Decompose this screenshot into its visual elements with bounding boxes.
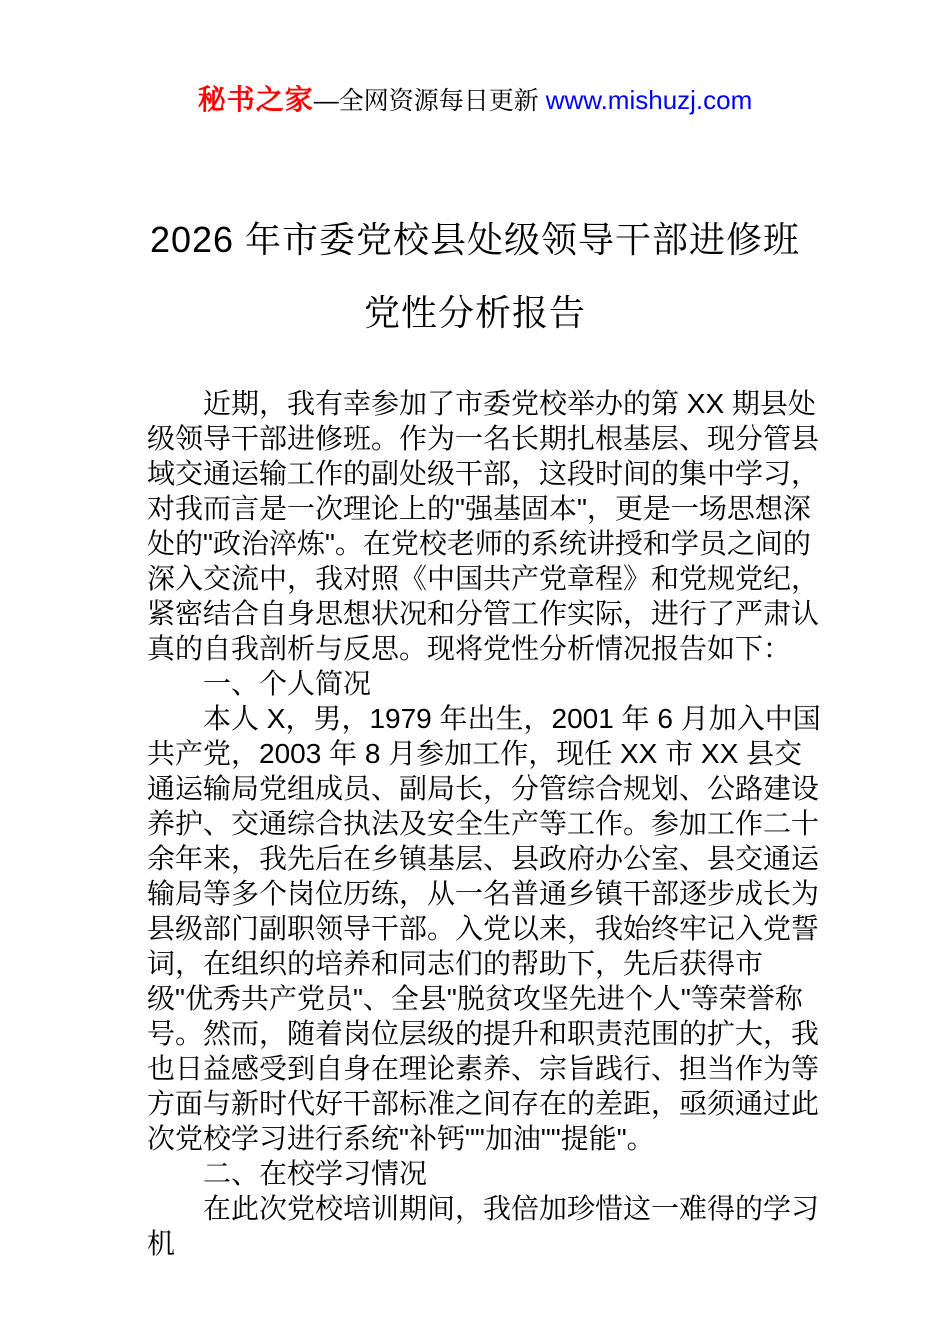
section-heading-1: 一、个人简况	[203, 668, 372, 699]
site-url-link[interactable]: www.mishuzj.com	[545, 85, 753, 115]
site-tagline: —全网资源每日更新	[313, 87, 546, 115]
document-title-line2: 党性分析报告	[363, 292, 586, 333]
site-name: 秘书之家	[197, 84, 314, 115]
document-title	[0, 203, 950, 349]
paragraph-personal-profile: 本人 X，男，1979 年出生，2001 年 6 月加入中国共产党，2003 年 8 月参加工作，现任 XX 市 XX 县交通运输局党组成员、副局长，分管综合规划、公路建设养护、交通综合执法及安全生产等工作。参加工作二十余年来，我先后在乡镇基层、县政府办公室、县交通运输局等多个岗位历练，从一名普通乡镇干部逐步成长为县级部门副职领导干部。入党以来，我始终牢记入党誓词，在组织的培养和同志们的帮助下，先后获得市级"优秀共产党员"、全县"脱贫攻坚先进个人"等荣誉称号。然而，随着岗位层级的提升和职责范围的扩大，我也日益感受到自身在理论素养、宗旨践行、担当作为等方面与新时代好干部标准之间存在的差距，亟须通过此次党校学习进行系统"补钙""加油""提能"。	[147, 703, 821, 1154]
promo-header	[0, 84, 950, 121]
document-title-line1: 2026 年市委党校县处级领导干部进修班	[149, 219, 801, 260]
section-heading-2: 二、在校学习情况	[203, 1158, 428, 1189]
document-body	[147, 386, 827, 1261]
paragraph-introduction: 近期，我有幸参加了市委党校举办的第 XX 期县处级领导干部进修班。作为一名长期扎根基层、现分管县域交通运输工作的副处级干部，这段时间的集中学习，对我而言是一次理论上的"强基固本"，更是一场思想深处的"政治淬炼"。在党校老师的系统讲授和学员之间的深入交流中，我对照《中国共产党章程》和党规党纪，紧密结合自身思想状况和分管工作实际，进行了严肃认真的自我剖析与反思。现将党性分析情况报告如下：	[147, 388, 820, 664]
paragraph-study-situation: 在此次党校培训期间，我倍加珍惜这一难得的学习机	[147, 1193, 820, 1259]
